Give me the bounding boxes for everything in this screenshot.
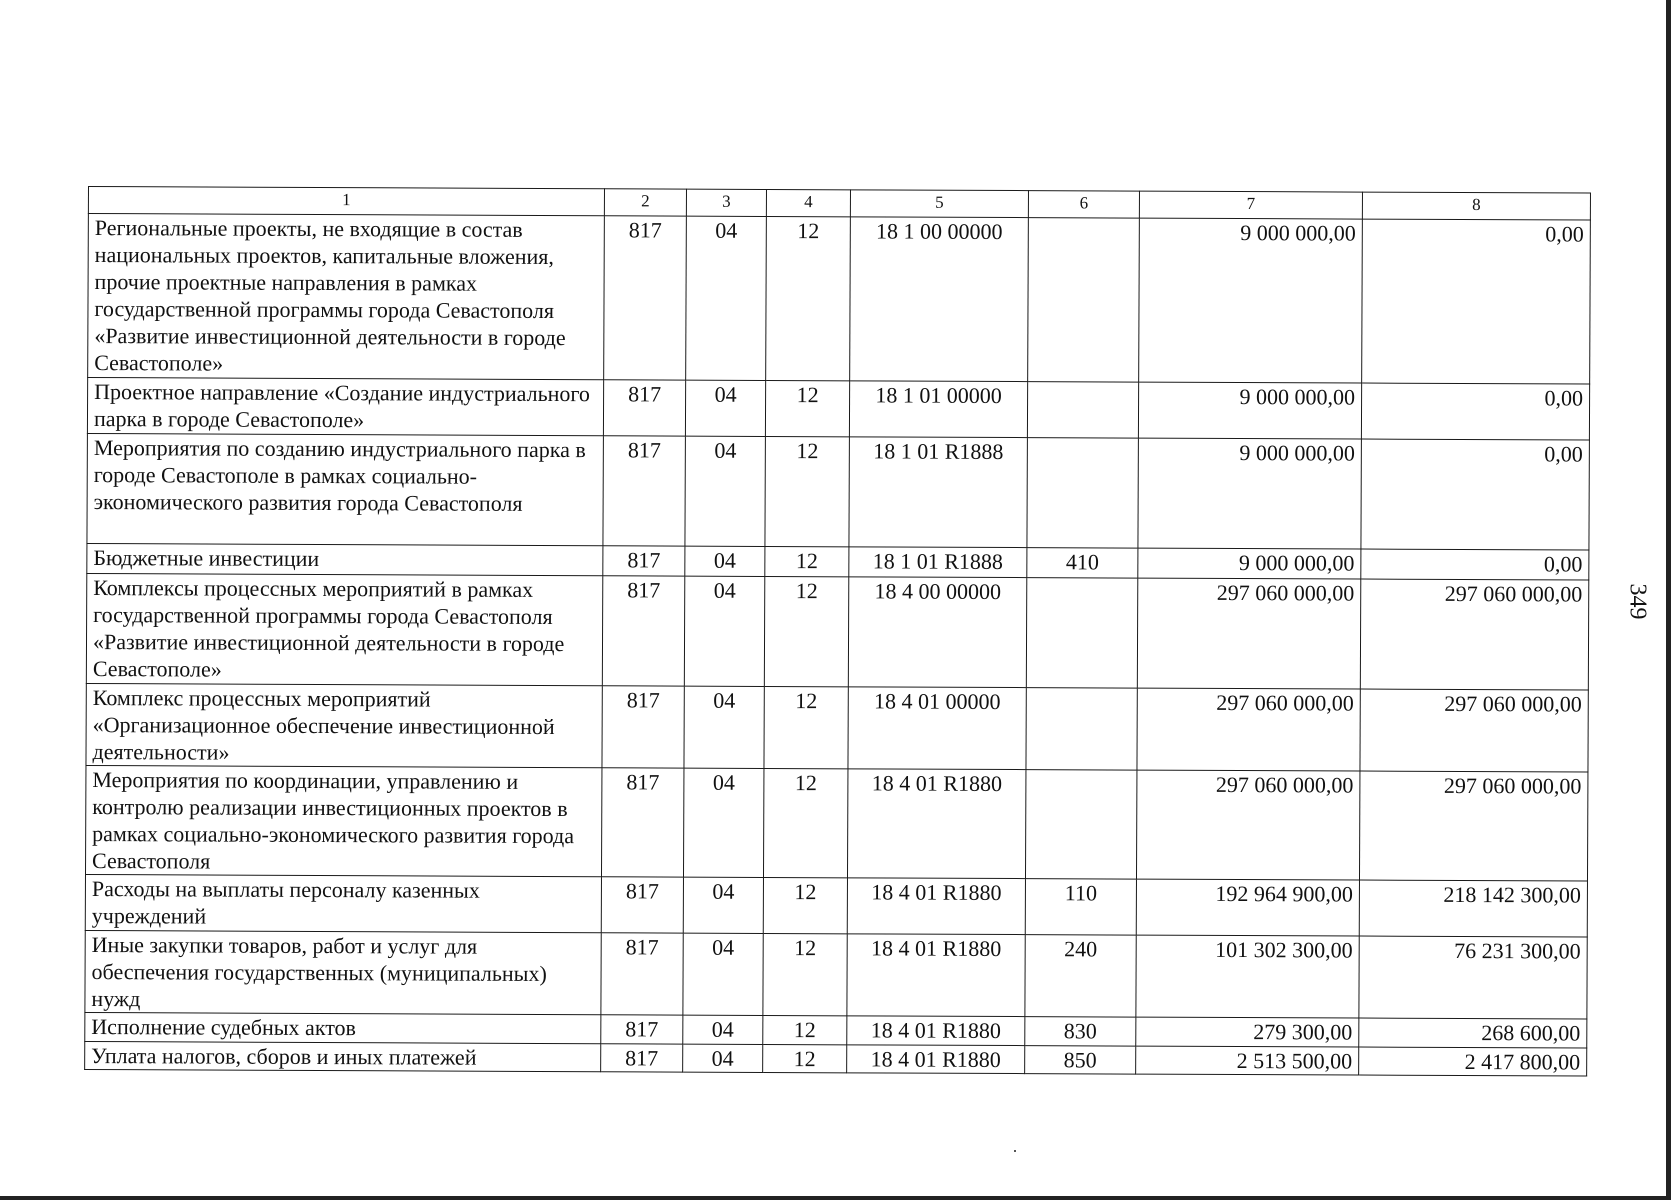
cell-c5: 18 1 01 R1888 [849,437,1027,548]
cell-c2: 817 [601,877,683,933]
cell-c8: 0,00 [1361,439,1589,550]
cell-c8: 0,00 [1361,549,1589,580]
cell-c6: 110 [1025,879,1136,935]
cell-c4: 12 [765,436,849,546]
row-name: Уплата налогов, сборов и иных платежей [85,1041,601,1071]
cell-c6 [1025,770,1136,879]
table-row [86,573,1588,690]
table-row [85,930,1587,1019]
header-cell: 2 [604,189,686,216]
cell-c7: 101 302 300,00 [1136,935,1359,1018]
scan-speck [1014,1150,1016,1152]
cell-c2: 817 [601,933,683,1015]
cell-c6: 410 [1027,548,1138,578]
cell-c5: 18 1 00 00000 [850,217,1029,382]
cell-c3: 04 [683,877,763,933]
cell-c8: 0,00 [1361,383,1589,440]
cell-c5: 18 4 01 R1880 [847,878,1025,935]
cell-c2: 817 [603,380,685,436]
cell-c7: 9 000 000,00 [1138,548,1361,579]
cell-c2: 817 [602,576,684,686]
cell-c7: 192 964 900,00 [1136,879,1359,936]
cell-c7: 297 060 000,00 [1137,578,1360,689]
cell-c5: 18 4 01 R1880 [847,769,1025,879]
cell-c7: 2 513 500,00 [1136,1046,1359,1075]
table-row [85,765,1587,881]
table-row [87,433,1589,550]
cell-c2: 817 [604,216,687,380]
cell-c5: 18 4 00 00000 [848,577,1026,688]
table-row [88,214,1591,385]
cell-c4: 12 [763,1044,847,1072]
row-name: Бюджетные инвестиции [87,543,603,575]
cell-c8: 0,00 [1362,219,1591,384]
page-number: 349 [1624,583,1651,620]
cell-c3: 04 [683,1015,763,1044]
table-row [85,1041,1587,1076]
header-cell: 4 [766,189,850,216]
cell-c7: 297 060 000,00 [1136,770,1359,880]
cell-c6 [1027,438,1138,548]
cell-c7: 9 000 000,00 [1139,218,1363,383]
cell-c3: 04 [685,380,765,436]
table-row [86,683,1588,772]
row-name: Исполнение судебных актов [85,1012,601,1043]
row-name: Иные закупки товаров, работ и услуг для обеспечения государственных (муниципальных) нужд [85,930,601,1014]
cell-c3: 04 [685,436,765,546]
cell-c3: 04 [684,686,764,768]
cell-c5: 18 4 01 R1880 [847,1045,1025,1074]
header-cell: 7 [1139,191,1362,219]
header-cell: 6 [1028,191,1139,218]
cell-c6 [1028,218,1140,382]
row-name: Проектное направление «Создание индустриального парка в городе Севастополе» [87,378,603,436]
row-name: Расходы на выплаты персоналу казенных учреждений [85,874,601,932]
cell-c2: 817 [601,768,683,877]
row-name: Комплекс процессных мероприятий «Организационное обеспечение инвестиционной деятельности» [86,683,602,767]
cell-c8: 297 060 000,00 [1359,771,1587,881]
cell-c8: 2 417 800,00 [1359,1047,1587,1076]
cell-c7: 297 060 000,00 [1137,688,1360,771]
cell-c8: 297 060 000,00 [1360,689,1588,772]
cell-c3: 04 [685,546,765,576]
header-cell: 8 [1362,192,1590,220]
cell-c5: 18 4 01 R1880 [847,934,1025,1017]
cell-c7: 9 000 000,00 [1138,438,1361,549]
row-name: Комплексы процессных мероприятий в рамках государственной программы города Севастополя «Развитие инвестиционной деятельности в городе Севастополе» [86,573,602,685]
table-row [87,378,1589,441]
cell-c8: 76 231 300,00 [1359,936,1587,1019]
scan-edge-right [1666,0,1671,1200]
cell-c4: 12 [764,576,848,686]
cell-c6 [1026,688,1137,770]
cell-c4: 12 [763,768,847,877]
cell-c4: 12 [763,1015,847,1044]
cell-c3: 04 [686,216,767,380]
cell-c4: 12 [765,380,849,436]
cell-c5: 18 1 01 00000 [849,381,1027,438]
cell-c2: 817 [601,1044,683,1072]
budget-table [84,186,1591,1077]
cell-c8: 218 142 300,00 [1359,880,1587,937]
cell-c4: 12 [763,933,847,1015]
cell-c6 [1026,578,1137,688]
cell-c3: 04 [683,933,763,1015]
cell-c6 [1027,382,1138,438]
cell-c4: 12 [765,546,849,576]
cell-c8: 268 600,00 [1359,1018,1587,1048]
scan-edge-bottom [0,1196,1671,1200]
cell-c4: 12 [763,877,847,933]
cell-c2: 817 [603,436,685,546]
header-cell: 3 [686,189,766,216]
cell-c6: 850 [1025,1046,1136,1074]
cell-c5: 18 4 01 R1880 [847,1016,1025,1046]
cell-c4: 12 [764,686,848,768]
row-name: Мероприятия по созданию индустриального парка в городе Севастополе в рамках социально-экономического развития города Севастополя [87,433,603,545]
row-name: Региональные проекты, не входящие в состав национальных проектов, капитальные вложения, прочие проектные направления в рамках государственной программы города Севастополя «Развитие инвестиционной деятельности в городе Севастополе» [88,214,605,380]
cell-c6: 240 [1025,935,1136,1017]
header-cell: 5 [850,190,1028,218]
cell-c2: 817 [601,1015,683,1044]
cell-c8: 297 060 000,00 [1360,579,1588,690]
cell-c5: 18 1 01 R1888 [849,547,1027,578]
cell-c5: 18 4 01 00000 [848,687,1026,770]
table-row [85,874,1587,937]
cell-c2: 817 [602,686,684,768]
header-cell: 1 [88,187,604,216]
cell-c3: 04 [684,576,764,686]
cell-c7: 279 300,00 [1136,1017,1359,1047]
cell-c4: 12 [766,216,851,380]
cell-c3: 04 [683,768,763,877]
cell-c7: 9 000 000,00 [1138,382,1361,439]
cell-c3: 04 [683,1044,763,1072]
cell-c6: 830 [1025,1017,1136,1046]
cell-c2: 817 [603,546,685,576]
row-name: Мероприятия по координации, управлению и контролю реализации инвестиционных проектов в рамках социально-экономического развития города Севастополя [85,765,601,876]
